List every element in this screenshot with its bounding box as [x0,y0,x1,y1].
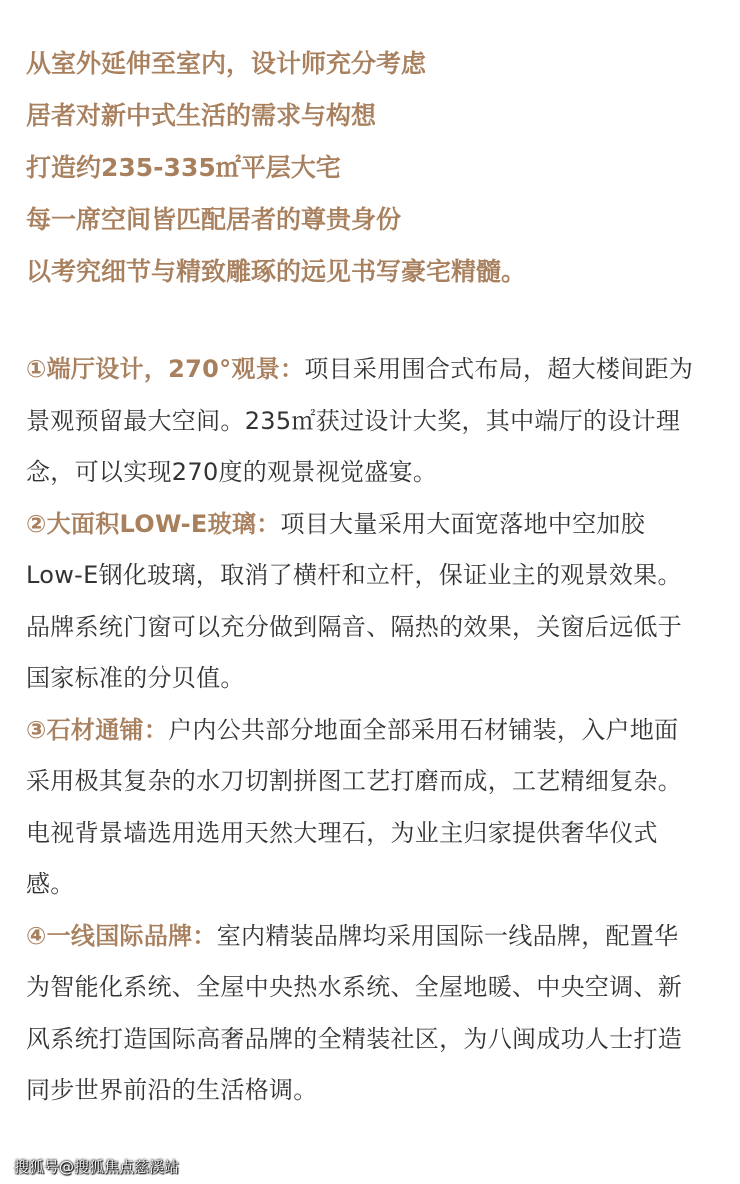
feature-item [26,911,694,1117]
feature-item [26,499,694,705]
intro-line: 打造约235-335㎡平层大宅 [26,153,341,182]
feature-text: 项目大量采用大面宽落地中空加胶Low-E钢化玻璃，取消了横杆和立杆，保证业主的观景效果。品牌系统门窗可以充分做到隔音、隔热的效果，关窗后远低于国家标准的分贝值。 [26,509,683,692]
intro-line: 居者对新中式生活的需求与构想 [26,101,377,130]
feature-item [26,344,694,499]
intro-line: 每一席空间皆匹配居者的尊贵身份 [26,205,402,234]
feature-text: 项目采用围合式布局，超大楼间距为景观预留最大空间。235㎡获过设计大奖，其中端厅的设计理念，可以实现270度的观景视觉盛宴。 [26,355,694,486]
feature-text: 户内公共部分地面全部采用石材铺装，入户地面采用极其复杂的水刀切割拼图工艺打磨而成，工艺精细复杂。电视背景墙选用选用天然大理石，为业主归家提供奢华仪式感。 [26,715,683,898]
feature-text: 室内精装品牌均采用国际一线品牌，配置华为智能化系统、全屋中央热水系统、全屋地暖、中央空调、新风系统打造国际高奢品牌的全精装社区，为八闽成功人士打造同步世界前沿的生活格调。 [26,921,683,1104]
feature-title: ②大面积LOW-E玻璃： [26,509,281,538]
source-watermark: 搜狐号@搜狐焦点慈溪站 [14,1158,180,1176]
intro-block [26,38,726,298]
intro-line: 以考究细节与精致雕琢的远见书写豪宅精髓。 [26,257,527,286]
feature-title: ①端厅设计，270°观景： [26,355,305,383]
feature-title: ④一线国际品牌： [26,921,217,950]
feature-title: ③石材通铺： [26,715,169,744]
features-list [26,344,694,1117]
intro-line: 从室外延伸至室内，设计师充分考虑 [26,49,427,78]
feature-item [26,705,694,911]
